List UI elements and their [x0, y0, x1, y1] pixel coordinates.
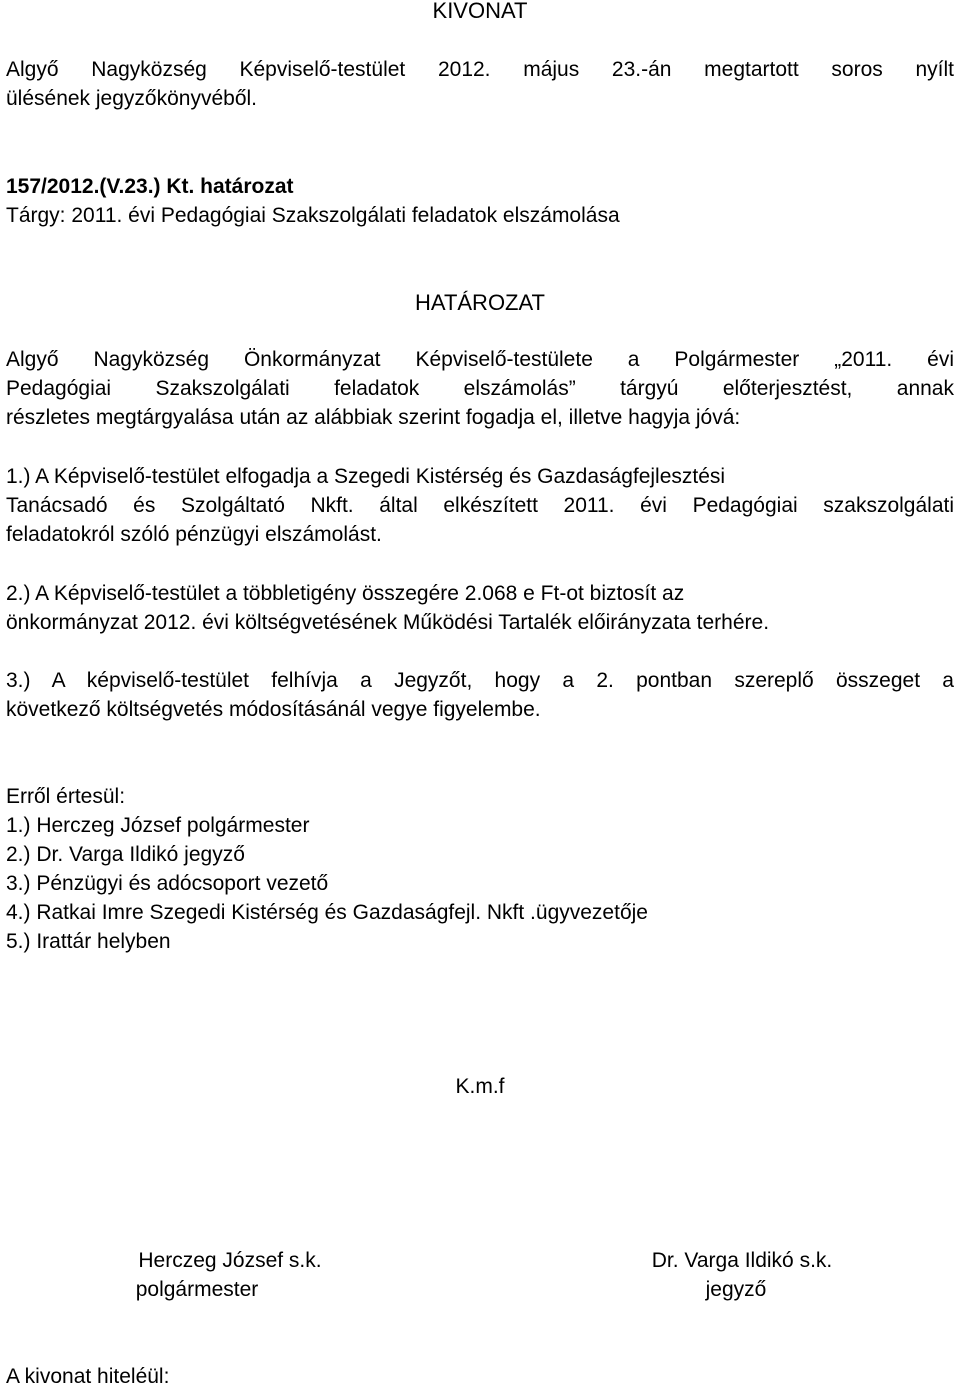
preamble-line-3: részletes megtárgyalása után az alábbiak szerint fogadja el, illetve hagyja jóvá:: [6, 406, 741, 429]
notify-item-5: 5.) Irattár helyben: [6, 930, 171, 953]
signature-left-title: polgármester: [135, 1278, 259, 1301]
kmf-label: K.m.f: [455, 1075, 505, 1098]
signature-right-name: Dr. Varga Ildikó s.k.: [651, 1249, 833, 1272]
preamble-line-1: Algyő Nagyközség Önkormányzat Képviselő-testülete a Polgármester „2011. évi: [6, 348, 954, 371]
certification-label: A kivonat hiteléül:: [6, 1365, 170, 1388]
preamble-line-2: Pedagógiai Szakszolgálati feladatok elszámolás” tárgyú előterjesztést, annak: [6, 377, 954, 400]
signature-right-title: jegyző: [705, 1278, 767, 1301]
resolution-number: 157/2012.(V.23.) Kt. határozat: [6, 175, 294, 198]
notify-heading: Erről értesül:: [6, 785, 126, 808]
point-2-line-1: 2.) A Képviselő-testület a többletigény összegére 2.068 e Ft-ot biztosít az: [6, 582, 685, 605]
intro-line-1: Algyő Nagyközség Képviselő-testület 2012. május 23.-án megtartott soros nyílt: [6, 58, 954, 81]
document-title: KIVONAT: [432, 0, 528, 23]
resolution-subject: Tárgy: 2011. évi Pedagógiai Szakszolgálati feladatok elszámolása: [6, 204, 620, 227]
point-3-line-1: 3.) A képviselő-testület felhívja a Jegyzőt, hogy a 2. pontban szereplő összeget a: [6, 669, 954, 692]
hatarozat-heading: HATÁROZAT: [415, 290, 545, 315]
signature-left-name: Herczeg József s.k.: [138, 1249, 322, 1272]
notify-item-2: 2.) Dr. Varga Ildikó jegyző: [6, 843, 245, 866]
notify-item-4: 4.) Ratkai Imre Szegedi Kistérség és Gazdaságfejl. Nkft .ügyvezetője: [6, 901, 648, 924]
point-1-line-1: 1.) A Képviselő-testület elfogadja a Szegedi Kistérség és Gazdaságfejlesztési: [6, 465, 726, 488]
notify-item-1: 1.) Herczeg József polgármester: [6, 814, 310, 837]
notify-item-3: 3.) Pénzügyi és adócsoport vezető: [6, 872, 329, 895]
point-1-line-3: feladatokról szóló pénzügyi elszámolást.: [6, 523, 382, 546]
point-3-line-2: következő költségvetés módosításánál vegye figyelembe.: [6, 698, 541, 721]
point-1-line-2: Tanácsadó és Szolgáltató Nkft. által elkészített 2011. évi Pedagógiai szakszolgálati: [6, 494, 954, 517]
point-2-line-2: önkormányzat 2012. évi költségvetésének Működési Tartalék előirányzata terhére.: [6, 611, 770, 634]
intro-line-2: ülésének jegyzőkönyvéből.: [6, 87, 257, 110]
